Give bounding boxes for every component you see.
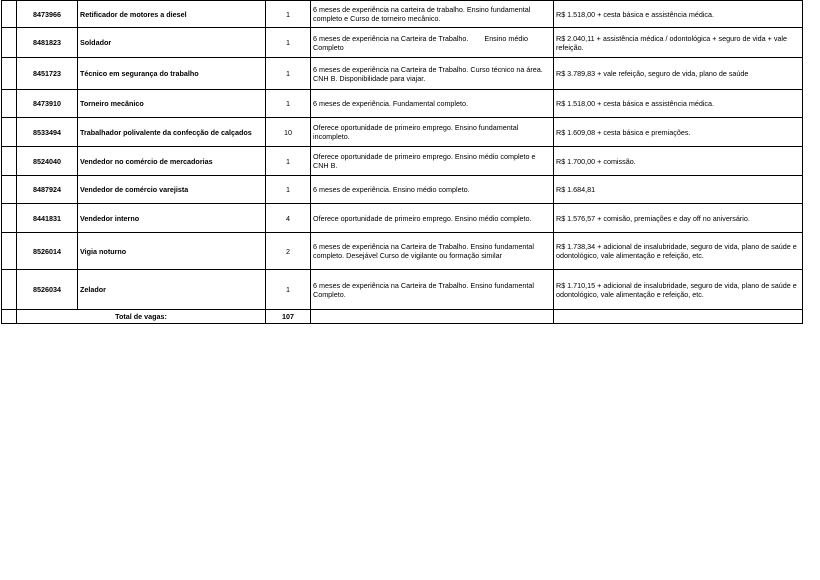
table-row xyxy=(2,233,803,270)
vacancy-code: 8533494 xyxy=(17,118,78,147)
row-margin-cell xyxy=(2,1,17,28)
vacancy-code: 8451723 xyxy=(17,58,78,90)
row-margin-cell xyxy=(2,176,17,204)
salary-benefits: R$ 1.738,34 + adicional de insalubridade, seguro de vida, plano de saúde e odontológico, vale alimentação e refeição, etc. xyxy=(554,233,803,270)
row-margin-cell xyxy=(2,58,17,90)
vacancy-code: 8473966 xyxy=(17,1,78,28)
vacancy-code: 8526034 xyxy=(17,270,78,310)
row-margin-cell xyxy=(2,90,17,118)
row-margin-cell xyxy=(2,270,17,310)
salary-benefits: R$ 1.518,00 + cesta básica e assistência médica. xyxy=(554,90,803,118)
requirements: 6 meses de experiência na Carteira de Trabalho. Ensino médio Completo xyxy=(311,28,554,58)
requirements: Oferece oportunidade de primeiro emprego. Ensino médio completo e CNH B. xyxy=(311,147,554,176)
vacancy-code: 8441831 xyxy=(17,204,78,233)
vacancy-count: 1 xyxy=(266,1,311,28)
requirements: 6 meses de experiência. Fundamental completo. xyxy=(311,90,554,118)
requirements: 6 meses de experiência na Carteira de Trabalho. Ensino fundamental completo. Desejável Curso de vigilante ou formação similar xyxy=(311,233,554,270)
table-row xyxy=(2,58,803,90)
job-title: Zelador xyxy=(78,270,266,310)
total-empty-cell xyxy=(554,310,803,324)
salary-benefits: R$ 1.700,00 + comissão. xyxy=(554,147,803,176)
vacancy-code: 8524040 xyxy=(17,147,78,176)
vacancy-count: 4 xyxy=(266,204,311,233)
salary-benefits: R$ 1.609,08 + cesta básica e premiações. xyxy=(554,118,803,147)
job-title: Soldador xyxy=(78,28,266,58)
table-row xyxy=(2,176,803,204)
requirements: 6 meses de experiência na carteira de trabalho. Ensino fundamental completo e Curso de torneiro mecânico. xyxy=(311,1,554,28)
table-row xyxy=(2,90,803,118)
salary-benefits: R$ 3.789,83 + vale refeição, seguro de vida, plano de saúde xyxy=(554,58,803,90)
row-margin-cell xyxy=(2,147,17,176)
vacancy-count: 2 xyxy=(266,233,311,270)
job-title: Vigia noturno xyxy=(78,233,266,270)
total-vacancies: 107 xyxy=(266,310,311,324)
total-empty-cell xyxy=(311,310,554,324)
job-title: Vendedor no comércio de mercadorias xyxy=(78,147,266,176)
row-margin-cell xyxy=(2,204,17,233)
salary-benefits: R$ 2.040,11 + assistência médica / odontológica + seguro de vida + vale refeição. xyxy=(554,28,803,58)
job-title: Técnico em segurança do trabalho xyxy=(78,58,266,90)
job-title: Vendedor interno xyxy=(78,204,266,233)
requirements: Oferece oportunidade de primeiro emprego. Ensino fundamental incompleto. xyxy=(311,118,554,147)
total-label: Total de vagas: xyxy=(17,310,266,324)
table-row xyxy=(2,204,803,233)
salary-benefits: R$ 1.576,57 + comisão, premiações e day off no aniversário. xyxy=(554,204,803,233)
job-title: Trabalhador polivalente da confecção de calçados xyxy=(78,118,266,147)
requirements: 6 meses de experiência na Carteira de Trabalho. Curso técnico na área. CNH B. Disponibilidade para viajar. xyxy=(311,58,554,90)
total-row xyxy=(2,310,803,324)
table-row xyxy=(2,147,803,176)
vacancy-count: 1 xyxy=(266,28,311,58)
vacancy-count: 1 xyxy=(266,90,311,118)
table-row xyxy=(2,1,803,28)
vacancy-count: 10 xyxy=(266,118,311,147)
salary-benefits: R$ 1.710,15 + adicional de insalubridade, seguro de vida, plano de saúde e odontológico, vale alimentação e refeição, etc. xyxy=(554,270,803,310)
vacancy-code: 8473910 xyxy=(17,90,78,118)
salary-benefits: R$ 1.684,81 xyxy=(554,176,803,204)
vacancy-count: 1 xyxy=(266,58,311,90)
row-margin-cell xyxy=(2,118,17,147)
vacancy-code: 8487924 xyxy=(17,176,78,204)
table-row xyxy=(2,28,803,58)
requirements: Oferece oportunidade de primeiro emprego. Ensino médio completo. xyxy=(311,204,554,233)
requirements: 6 meses de experiência na Carteira de Trabalho. Ensino fundamental Completo. xyxy=(311,270,554,310)
job-title: Vendedor de comércio varejista xyxy=(78,176,266,204)
table-row xyxy=(2,118,803,147)
requirements: 6 meses de experiência. Ensino médio completo. xyxy=(311,176,554,204)
vacancy-count: 1 xyxy=(266,147,311,176)
row-margin-cell xyxy=(2,28,17,58)
table-row xyxy=(2,270,803,310)
job-vacancies-table xyxy=(1,0,803,324)
salary-benefits: R$ 1.518,00 + cesta básica e assistência médica. xyxy=(554,1,803,28)
row-margin-cell xyxy=(2,310,17,324)
vacancy-code: 8481823 xyxy=(17,28,78,58)
vacancy-code: 8526014 xyxy=(17,233,78,270)
job-title: Retificador de motores a diesel xyxy=(78,1,266,28)
vacancy-count: 1 xyxy=(266,176,311,204)
job-title: Torneiro mecânico xyxy=(78,90,266,118)
vacancy-count: 1 xyxy=(266,270,311,310)
row-margin-cell xyxy=(2,233,17,270)
